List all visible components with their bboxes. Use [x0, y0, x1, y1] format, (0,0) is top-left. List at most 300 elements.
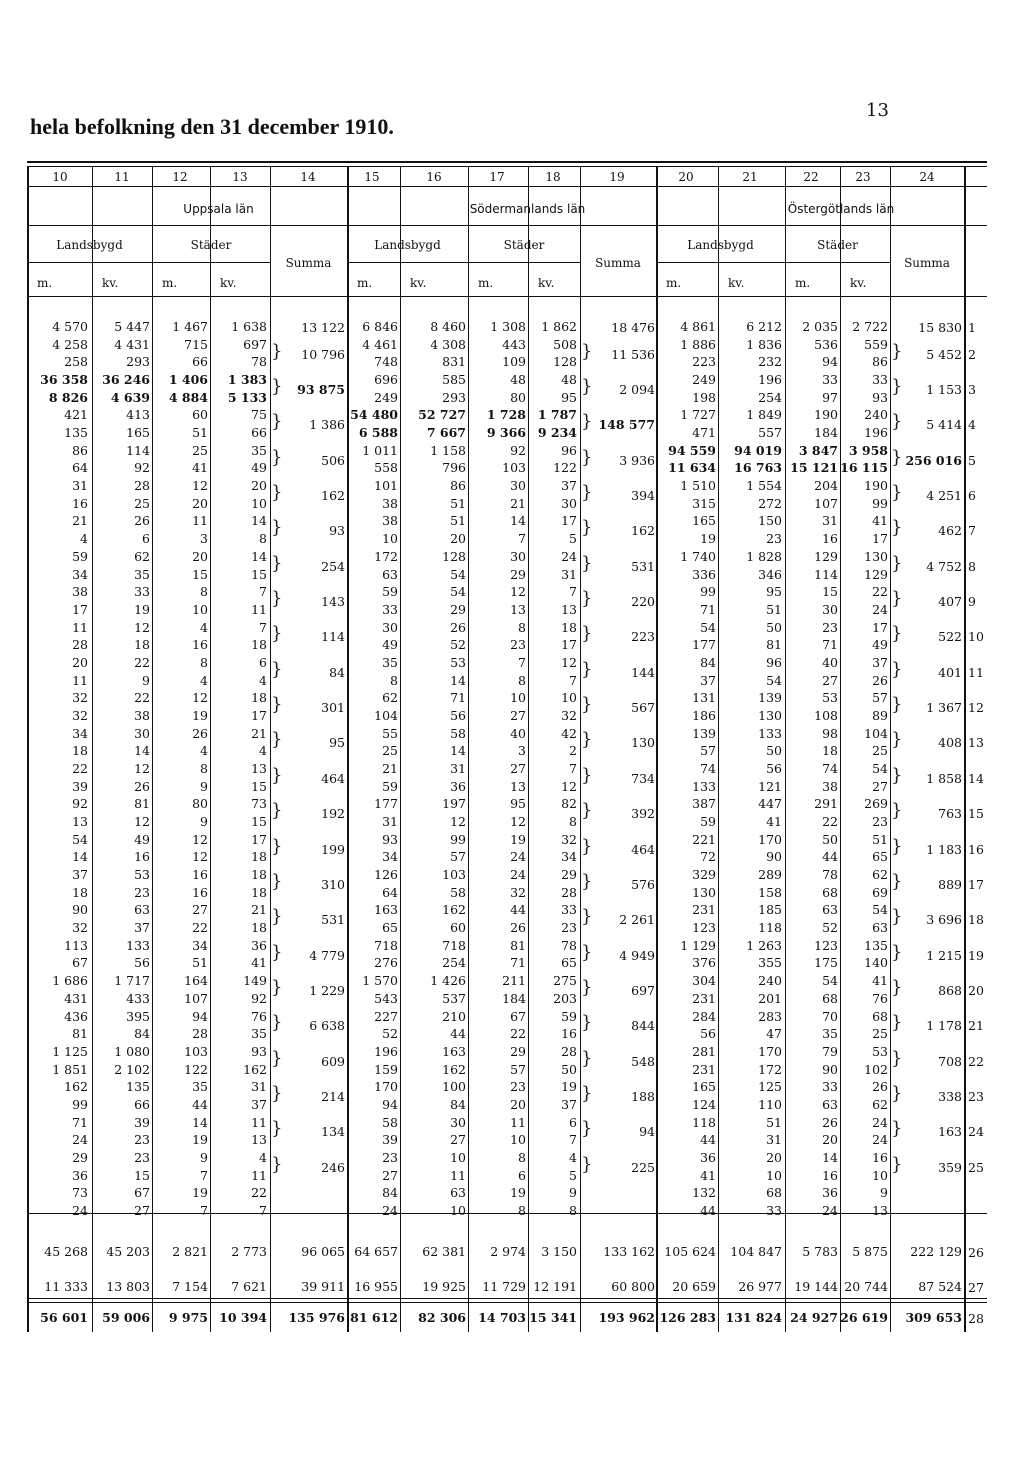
- table-cell: 31: [561, 566, 577, 582]
- table-cell: 51: [450, 495, 466, 511]
- column-number: 12: [172, 170, 188, 184]
- table-cell: 107: [184, 990, 208, 1006]
- table-cell: 76: [872, 990, 888, 1006]
- summa-cell: 1 858: [926, 770, 962, 786]
- table-cell: 37: [251, 1096, 267, 1112]
- table-cell: 3: [200, 531, 208, 547]
- table-cell: 38: [822, 778, 838, 794]
- table-cell: 64: [72, 460, 88, 476]
- table-cell: 58: [382, 1114, 398, 1130]
- landsbygd-header: Landsbygd: [374, 238, 441, 252]
- brace-glyph: }: [891, 729, 903, 751]
- row-number: 11: [968, 664, 984, 680]
- brace-glyph: }: [891, 517, 903, 539]
- table-cell: 26: [134, 778, 150, 794]
- brace-glyph: }: [581, 623, 593, 645]
- summa-cell: 10 796: [301, 346, 345, 362]
- table-cell: 31: [382, 814, 398, 830]
- gender-header: m.: [37, 276, 53, 290]
- total-cell: 26 977: [738, 1279, 782, 1294]
- table-cell: 6: [259, 654, 267, 670]
- summa-cell: 4 949: [619, 947, 655, 963]
- table-cell: 17: [872, 619, 888, 635]
- brace-glyph: }: [271, 1047, 283, 1069]
- table-cell: 95: [510, 796, 526, 812]
- brace-glyph: }: [891, 694, 903, 716]
- table-cell: 697: [243, 336, 267, 352]
- table-cell: 54: [450, 566, 466, 582]
- row-number: 13: [968, 735, 984, 751]
- table-cell: 11: [72, 619, 88, 635]
- brace-glyph: }: [271, 941, 283, 963]
- table-cell: 14: [192, 1114, 208, 1130]
- table-cell: 19: [510, 831, 526, 847]
- table-cell: 558: [374, 460, 398, 476]
- total-cell: 3 150: [541, 1244, 577, 1259]
- table-cell: 29: [510, 566, 526, 582]
- table-cell: 172: [758, 1061, 782, 1077]
- total-cell: 11 333: [44, 1279, 88, 1294]
- table-cell: 3: [518, 743, 526, 759]
- table-cell: 17: [872, 531, 888, 547]
- table-cell: 7: [259, 584, 267, 600]
- total-cell: 12 191: [533, 1279, 577, 1294]
- table-cell: 41: [192, 460, 208, 476]
- table-cell: 10: [510, 690, 526, 706]
- table-cell: 135: [126, 1079, 150, 1095]
- column-number: 17: [489, 170, 505, 184]
- table-cell: 14: [450, 743, 466, 759]
- brace-glyph: }: [581, 446, 593, 468]
- table-cell: 165: [692, 513, 716, 529]
- table-cell: 64: [382, 884, 398, 900]
- table-cell: 508: [553, 336, 577, 352]
- table-cell: 56: [134, 955, 150, 971]
- brace-glyph: }: [891, 1118, 903, 1140]
- table-cell: 11 634: [668, 460, 716, 476]
- total-cell: 59 006: [102, 1310, 150, 1325]
- column-divider: [964, 166, 966, 1332]
- landsbygd-header: Landsbygd: [687, 238, 754, 252]
- total-cell: 19 144: [794, 1279, 838, 1294]
- brace-glyph: }: [891, 941, 903, 963]
- table-cell: 2 035: [802, 319, 838, 334]
- table-cell: 7: [200, 1203, 208, 1218]
- gender-header: kv.: [538, 276, 555, 290]
- table-cell: 65: [561, 955, 577, 971]
- table-cell: 10: [766, 1167, 782, 1183]
- table-cell: 31: [766, 1132, 782, 1148]
- table-cell: 34: [192, 937, 208, 953]
- table-cell: 41: [872, 973, 888, 989]
- table-cell: 165: [692, 1079, 716, 1095]
- table-cell: 11: [192, 513, 208, 529]
- table-cell: 289: [758, 867, 782, 883]
- table-cell: 3 847: [798, 442, 838, 458]
- table-cell: 66: [192, 354, 208, 370]
- table-cell: 107: [814, 495, 838, 511]
- table-cell: 4 461: [362, 336, 398, 352]
- table-cell: 831: [442, 354, 466, 370]
- table-cell: 4 884: [168, 389, 208, 405]
- table-cell: 8: [569, 1203, 577, 1218]
- table-cell: 30: [510, 478, 526, 494]
- table-cell: 90: [822, 1061, 838, 1077]
- table-cell: 9: [200, 1149, 208, 1165]
- rule-region: [27, 225, 987, 226]
- table-cell: 7: [569, 761, 577, 776]
- table-cell: 95: [561, 389, 577, 405]
- total-cell: 96 065: [301, 1244, 345, 1259]
- table-cell: 36: [700, 1149, 716, 1165]
- brace-glyph: }: [581, 977, 593, 998]
- table-cell: 71: [72, 1114, 88, 1130]
- column-number: 19: [609, 170, 625, 184]
- table-cell: 59: [382, 778, 398, 794]
- table-cell: 33: [382, 601, 398, 617]
- row-number: 26: [968, 1245, 984, 1260]
- table-cell: 27: [134, 1203, 150, 1218]
- summa-cell: 130: [631, 735, 655, 751]
- table-cell: 26: [450, 619, 466, 635]
- table-cell: 53: [822, 690, 838, 706]
- brace-glyph: }: [891, 1047, 903, 1069]
- brace-glyph: }: [581, 764, 593, 786]
- table-cell: 23: [822, 619, 838, 635]
- summa-cell: 359: [938, 1159, 962, 1175]
- table-cell: 15 121: [790, 460, 838, 476]
- table-cell: 24: [72, 1203, 88, 1218]
- column-divider: [718, 166, 719, 1332]
- brace-glyph: }: [581, 800, 593, 822]
- table-cell: 30: [561, 495, 577, 511]
- table-cell: 23: [134, 1149, 150, 1165]
- table-cell: 60: [450, 920, 466, 936]
- table-cell: 1 406: [168, 372, 208, 388]
- table-cell: 26: [822, 1114, 838, 1130]
- summa-cell: 192: [321, 806, 345, 822]
- table-cell: 17: [72, 601, 88, 617]
- table-cell: 26: [510, 920, 526, 936]
- total-cell: 45 203: [106, 1244, 150, 1259]
- table-cell: 63: [134, 902, 150, 918]
- table-cell: 170: [758, 1043, 782, 1059]
- table-cell: 4: [200, 619, 208, 635]
- table-cell: 13: [510, 601, 526, 617]
- table-cell: 149: [243, 973, 267, 989]
- table-cell: 12: [192, 690, 208, 706]
- table-cell: 1 426: [430, 973, 466, 989]
- table-cell: 355: [758, 955, 782, 971]
- table-cell: 19: [192, 707, 208, 723]
- brace-glyph: }: [581, 375, 593, 397]
- table-cell: 68: [822, 990, 838, 1006]
- table-cell: 57: [872, 690, 888, 706]
- table-cell: 92: [510, 442, 526, 458]
- table-cell: 9: [200, 778, 208, 794]
- table-cell: 36: [822, 1185, 838, 1201]
- brace-glyph: }: [271, 588, 283, 610]
- brace-glyph: }: [271, 658, 283, 680]
- summa-cell: 93 875: [297, 381, 345, 397]
- total-cell: 5 783: [802, 1244, 838, 1259]
- table-cell: 8 826: [48, 389, 88, 405]
- table-cell: 67: [510, 1008, 526, 1024]
- total-cell: 104 847: [730, 1244, 782, 1259]
- table-cell: 33: [561, 902, 577, 918]
- table-cell: 18: [72, 884, 88, 900]
- table-cell: 81: [766, 637, 782, 653]
- table-cell: 18: [251, 849, 267, 865]
- summa-cell: 338: [938, 1089, 962, 1105]
- table-cell: 37: [561, 1096, 577, 1112]
- summa-cell: 220: [631, 594, 655, 610]
- table-cell: 33: [766, 1203, 782, 1218]
- page-title: hela befolkning den 31 december 1910.: [30, 114, 394, 139]
- table-cell: 19: [510, 1185, 526, 1201]
- summa-cell: 114: [321, 629, 345, 645]
- table-cell: 10: [450, 1203, 466, 1218]
- table-cell: 18: [561, 619, 577, 635]
- table-cell: 44: [450, 1026, 466, 1042]
- table-cell: 14: [251, 548, 267, 564]
- total-cell: 24 927: [790, 1310, 838, 1325]
- table-cell: 133: [758, 725, 782, 741]
- table-cell: 34: [72, 725, 88, 741]
- table-cell: 108: [814, 707, 838, 723]
- table-cell: 28: [192, 1026, 208, 1042]
- table-cell: 97: [822, 389, 838, 405]
- table-cell: 51: [450, 513, 466, 529]
- table-cell: 162: [243, 1061, 267, 1077]
- table-cell: 24: [872, 1114, 888, 1130]
- summa-cell: 462: [938, 523, 962, 539]
- table-cell: 8: [518, 1149, 526, 1165]
- table-cell: 557: [758, 425, 782, 441]
- brace-glyph: }: [581, 588, 593, 610]
- column-number: 10: [52, 170, 68, 184]
- table-cell: 240: [758, 973, 782, 989]
- table-cell: 129: [814, 548, 838, 564]
- table-cell: 113: [64, 937, 88, 953]
- table-cell: 54: [822, 973, 838, 989]
- table-cell: 66: [134, 1096, 150, 1112]
- table-cell: 443: [502, 336, 526, 352]
- gender-header: m.: [666, 276, 682, 290]
- table-cell: 35: [251, 1026, 267, 1042]
- table-cell: 291: [814, 796, 838, 812]
- total-cell: 2 974: [490, 1244, 526, 1259]
- table-cell: 131: [692, 690, 716, 706]
- table-cell: 11: [510, 1114, 526, 1130]
- table-cell: 211: [502, 973, 526, 989]
- table-cell: 185: [758, 902, 782, 918]
- table-cell: 196: [374, 1043, 398, 1059]
- row-number: 28: [968, 1311, 984, 1326]
- table-cell: 44: [510, 902, 526, 918]
- table-cell: 8: [200, 761, 208, 776]
- summa-cell: 4 779: [309, 947, 345, 963]
- brace-glyph: }: [891, 411, 903, 433]
- total-cell: 20 659: [672, 1279, 716, 1294]
- table-cell: 33: [872, 372, 888, 388]
- table-cell: 93: [251, 1043, 267, 1059]
- table-cell: 54: [872, 902, 888, 918]
- column-number: 16: [426, 170, 442, 184]
- table-cell: 38: [382, 495, 398, 511]
- table-cell: 58: [450, 884, 466, 900]
- table-cell: 39: [134, 1114, 150, 1130]
- table-cell: 75: [251, 407, 267, 423]
- gender-header: kv.: [102, 276, 119, 290]
- summa-cell: 225: [631, 1159, 655, 1175]
- table-cell: 36: [72, 1167, 88, 1183]
- summa-cell: 199: [321, 841, 345, 857]
- table-cell: 162: [442, 1061, 466, 1077]
- table-cell: 12: [510, 814, 526, 830]
- table-cell: 55: [382, 725, 398, 741]
- brace-glyph: }: [581, 1153, 593, 1175]
- summa-cell: 256 016: [905, 452, 962, 468]
- table-cell: 35: [251, 442, 267, 458]
- table-cell: 25: [872, 743, 888, 759]
- table-cell: 52: [450, 637, 466, 653]
- table-cell: 12: [510, 584, 526, 600]
- table-cell: 718: [442, 937, 466, 953]
- table-cell: 23: [872, 814, 888, 830]
- table-cell: 23: [766, 531, 782, 547]
- table-cell: 48: [561, 372, 577, 388]
- brace-glyph: }: [271, 870, 283, 892]
- table-cell: 17: [251, 831, 267, 847]
- table-cell: 1 836: [746, 336, 782, 352]
- brace-glyph: }: [271, 729, 283, 751]
- table-cell: 10: [192, 601, 208, 617]
- table-cell: 8: [390, 672, 398, 688]
- row-number: 23: [968, 1089, 984, 1105]
- table-cell: 14: [822, 1149, 838, 1165]
- summa-cell: 408: [938, 735, 962, 751]
- table-cell: 16 763: [734, 460, 782, 476]
- column-number: 11: [114, 170, 130, 184]
- table-cell: 32: [561, 707, 577, 723]
- table-cell: 123: [692, 920, 716, 936]
- table-cell: 74: [700, 761, 716, 776]
- table-cell: 74: [822, 761, 838, 776]
- row-number: 19: [968, 947, 984, 963]
- table-cell: 32: [72, 690, 88, 706]
- column-number: 15: [364, 170, 380, 184]
- row-number: 12: [968, 700, 984, 716]
- table-cell: 21: [251, 902, 267, 918]
- brace-glyph: }: [271, 340, 283, 362]
- brace-glyph: }: [891, 906, 903, 928]
- table-cell: 20: [766, 1149, 782, 1165]
- table-cell: 23: [510, 1079, 526, 1095]
- stader-header: Städer: [190, 238, 232, 252]
- table-cell: 114: [814, 566, 838, 582]
- brace-glyph: }: [581, 517, 593, 539]
- table-cell: 36: [450, 778, 466, 794]
- gender-header: m.: [478, 276, 494, 290]
- brace-glyph: }: [891, 446, 903, 468]
- table-cell: 17: [561, 637, 577, 653]
- table-cell: 135: [864, 937, 888, 953]
- table-cell: 94 559: [668, 442, 716, 458]
- brace-glyph: }: [581, 411, 593, 433]
- table-cell: 20: [510, 1096, 526, 1112]
- table-cell: 1 828: [746, 548, 782, 564]
- table-cell: 7: [259, 619, 267, 635]
- brace-glyph: }: [891, 1153, 903, 1175]
- table-cell: 6 212: [746, 319, 782, 334]
- table-cell: 12: [192, 849, 208, 865]
- table-cell: 254: [442, 955, 466, 971]
- table-cell: 9: [200, 814, 208, 830]
- column-number: 24: [919, 170, 935, 184]
- row-number: 7: [968, 523, 976, 539]
- table-cell: 128: [553, 354, 577, 370]
- summa-cell: 163: [938, 1124, 962, 1140]
- brace-glyph: }: [271, 977, 283, 998]
- table-cell: 172: [374, 548, 398, 564]
- table-cell: 13: [72, 814, 88, 830]
- table-cell: 33: [822, 372, 838, 388]
- table-cell: 159: [374, 1061, 398, 1077]
- table-cell: 78: [251, 354, 267, 370]
- table-cell: 4 639: [110, 389, 150, 405]
- summa-cell: 15 830: [918, 320, 962, 335]
- row-number: 9: [968, 594, 976, 610]
- total-cell: 15 341: [529, 1310, 577, 1325]
- table-cell: 31: [822, 513, 838, 529]
- table-cell: 24: [510, 867, 526, 883]
- summa-cell: 1 183: [926, 841, 962, 857]
- table-cell: 54: [700, 619, 716, 635]
- table-cell: 17: [561, 513, 577, 529]
- table-cell: 94: [192, 1008, 208, 1024]
- table-cell: 275: [553, 973, 577, 989]
- summa-cell: 2 094: [619, 381, 655, 397]
- table-cell: 715: [184, 336, 208, 352]
- table-cell: 232: [758, 354, 782, 370]
- gender-header: kv.: [728, 276, 745, 290]
- table-cell: 221: [692, 831, 716, 847]
- table-cell: 118: [692, 1114, 716, 1130]
- rule-subheader: [656, 262, 890, 263]
- table-cell: 81: [134, 796, 150, 812]
- table-cell: 67: [72, 955, 88, 971]
- table-cell: 84: [450, 1096, 466, 1112]
- table-cell: 9: [880, 1185, 888, 1201]
- table-cell: 44: [700, 1203, 716, 1218]
- table-cell: 11: [251, 601, 267, 617]
- table-cell: 30: [382, 619, 398, 635]
- table-cell: 16: [72, 495, 88, 511]
- table-cell: 56: [700, 1026, 716, 1042]
- table-cell: 26: [872, 1079, 888, 1095]
- rule-totals: [27, 1298, 987, 1299]
- table-cell: 376: [692, 955, 716, 971]
- table-cell: 44: [822, 849, 838, 865]
- table-cell: 9: [569, 1185, 577, 1201]
- table-cell: 121: [758, 778, 782, 794]
- brace-glyph: }: [891, 588, 903, 610]
- table-cell: 50: [766, 743, 782, 759]
- row-number: 2: [968, 346, 976, 362]
- table-cell: 272: [758, 495, 782, 511]
- rule-top-2: [27, 166, 987, 167]
